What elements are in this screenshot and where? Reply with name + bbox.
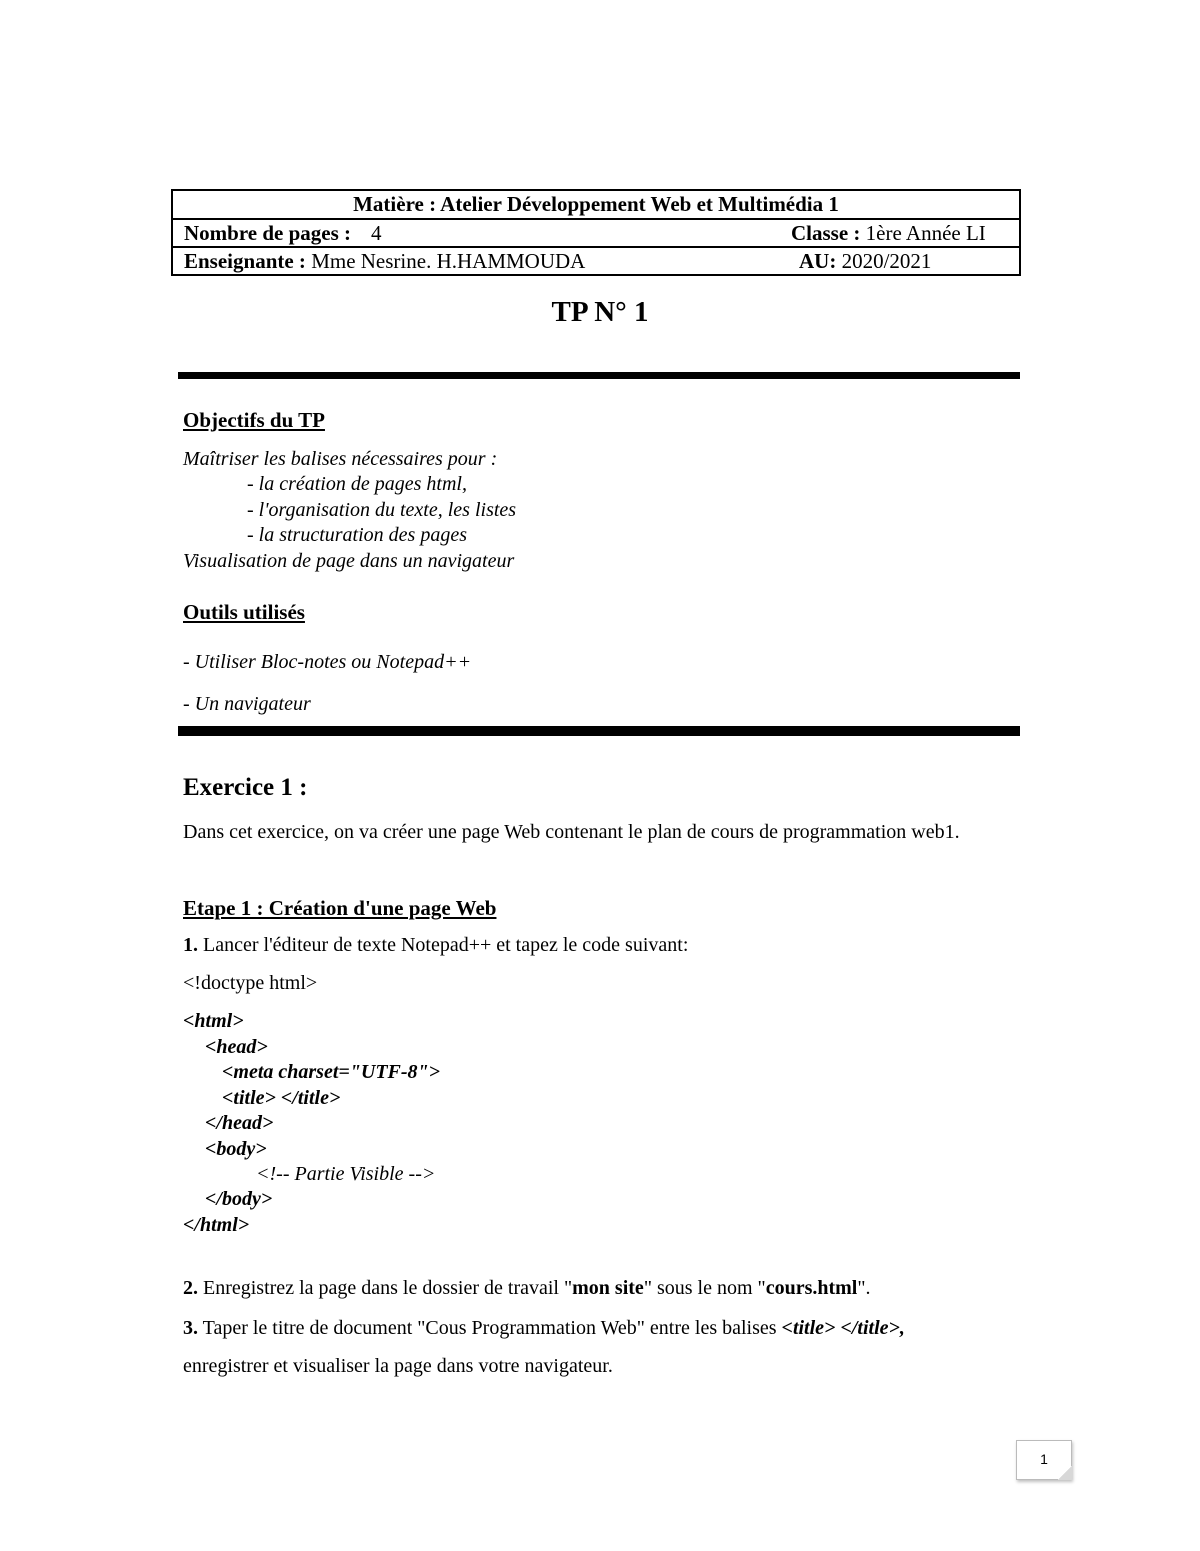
header-row-matiere (173, 191, 1019, 218)
step-text: enregistrer et visualiser la page dans votre navigateur. (183, 1355, 613, 1377)
doctype-line: <!doctype html> (183, 972, 318, 994)
objectifs-item: - l'organisation du texte, les listes (247, 499, 517, 521)
page-fold-icon (1058, 1466, 1072, 1480)
header-table (171, 189, 1021, 276)
pages-label: Nombre de pages : (184, 221, 352, 245)
au-label: AU: (799, 249, 837, 273)
outils-item: - Utiliser Bloc-notes ou Notepad++ (183, 651, 472, 673)
objectifs-intro: Maîtriser les balises nécessaires pour : (183, 448, 498, 470)
pages-cell (184, 220, 382, 246)
objectifs-heading: Objectifs du TP (183, 408, 325, 432)
step-3 (183, 1309, 1018, 1385)
page-title: TP N° 1 (551, 296, 649, 328)
step-text: ". (857, 1277, 871, 1299)
step-1 (183, 934, 688, 957)
code-line: </body> (205, 1188, 273, 1210)
step-number: 2. (183, 1277, 198, 1299)
exercise-intro: Dans cet exercice, on va créer une page Web contenant le plan de cours de programmation web1. (183, 821, 960, 843)
step-text: Lancer l'éditeur de texte Notepad++ et tapez le code suivant: (203, 934, 689, 956)
au-cell (799, 248, 931, 274)
file-name: cours.html (765, 1277, 858, 1299)
bottom-divider (178, 726, 1020, 736)
classe-value: 1ère Année LI (865, 221, 986, 245)
classe-label: Classe : (791, 221, 861, 245)
exercise-title: Exercice 1 : (183, 774, 308, 801)
header-row-enseignante (173, 246, 1019, 274)
code-line: <html> (183, 1010, 244, 1032)
code-line: <title> </title> (222, 1087, 341, 1109)
header-row-pages (173, 218, 1019, 246)
step-text: Enregistrez la page dans le dossier de travail " (203, 1277, 573, 1299)
step-number: 3. (183, 1317, 198, 1339)
enseignante-cell (184, 248, 585, 274)
step-text: " sous le nom " (643, 1277, 766, 1299)
matiere-label: Matière : Atelier Développement Web et Multimédia 1 (353, 192, 839, 216)
outils-item: - Un navigateur (183, 693, 311, 715)
folder-name: mon site (572, 1277, 644, 1299)
title-tag: <title> </title>, (781, 1317, 905, 1339)
code-line: <body> (205, 1138, 267, 1160)
code-line: <meta charset="UTF-8"> (222, 1061, 441, 1083)
top-divider (178, 372, 1020, 379)
step-text: Taper le titre de document "Cous Programmation Web" entre les balises (202, 1317, 782, 1339)
pages-value: 4 (371, 221, 382, 245)
page-number-label: 1 (1040, 1451, 1048, 1467)
step-number: 1. (183, 934, 198, 956)
page-number (1016, 1440, 1072, 1480)
enseignante-value: Mme Nesrine. H.HAMMOUDA (311, 249, 586, 273)
outils-heading: Outils utilisés (183, 600, 305, 624)
objectifs-item: - la création de pages html, (247, 473, 467, 495)
code-line: </head> (205, 1112, 274, 1134)
classe-cell (791, 220, 986, 246)
code-line: </html> (183, 1214, 250, 1236)
etape-heading: Etape 1 : Création d'une page Web (183, 896, 497, 920)
step-2 (183, 1277, 871, 1300)
code-line: <head> (205, 1036, 268, 1058)
enseignante-label: Enseignante : (184, 249, 306, 273)
objectifs-outro: Visualisation de page dans un navigateur (183, 550, 515, 572)
au-value: 2020/2021 (841, 249, 932, 273)
objectifs-item: - la structuration des pages (247, 524, 467, 546)
code-comment: <!-- Partie Visible --> (256, 1163, 436, 1185)
